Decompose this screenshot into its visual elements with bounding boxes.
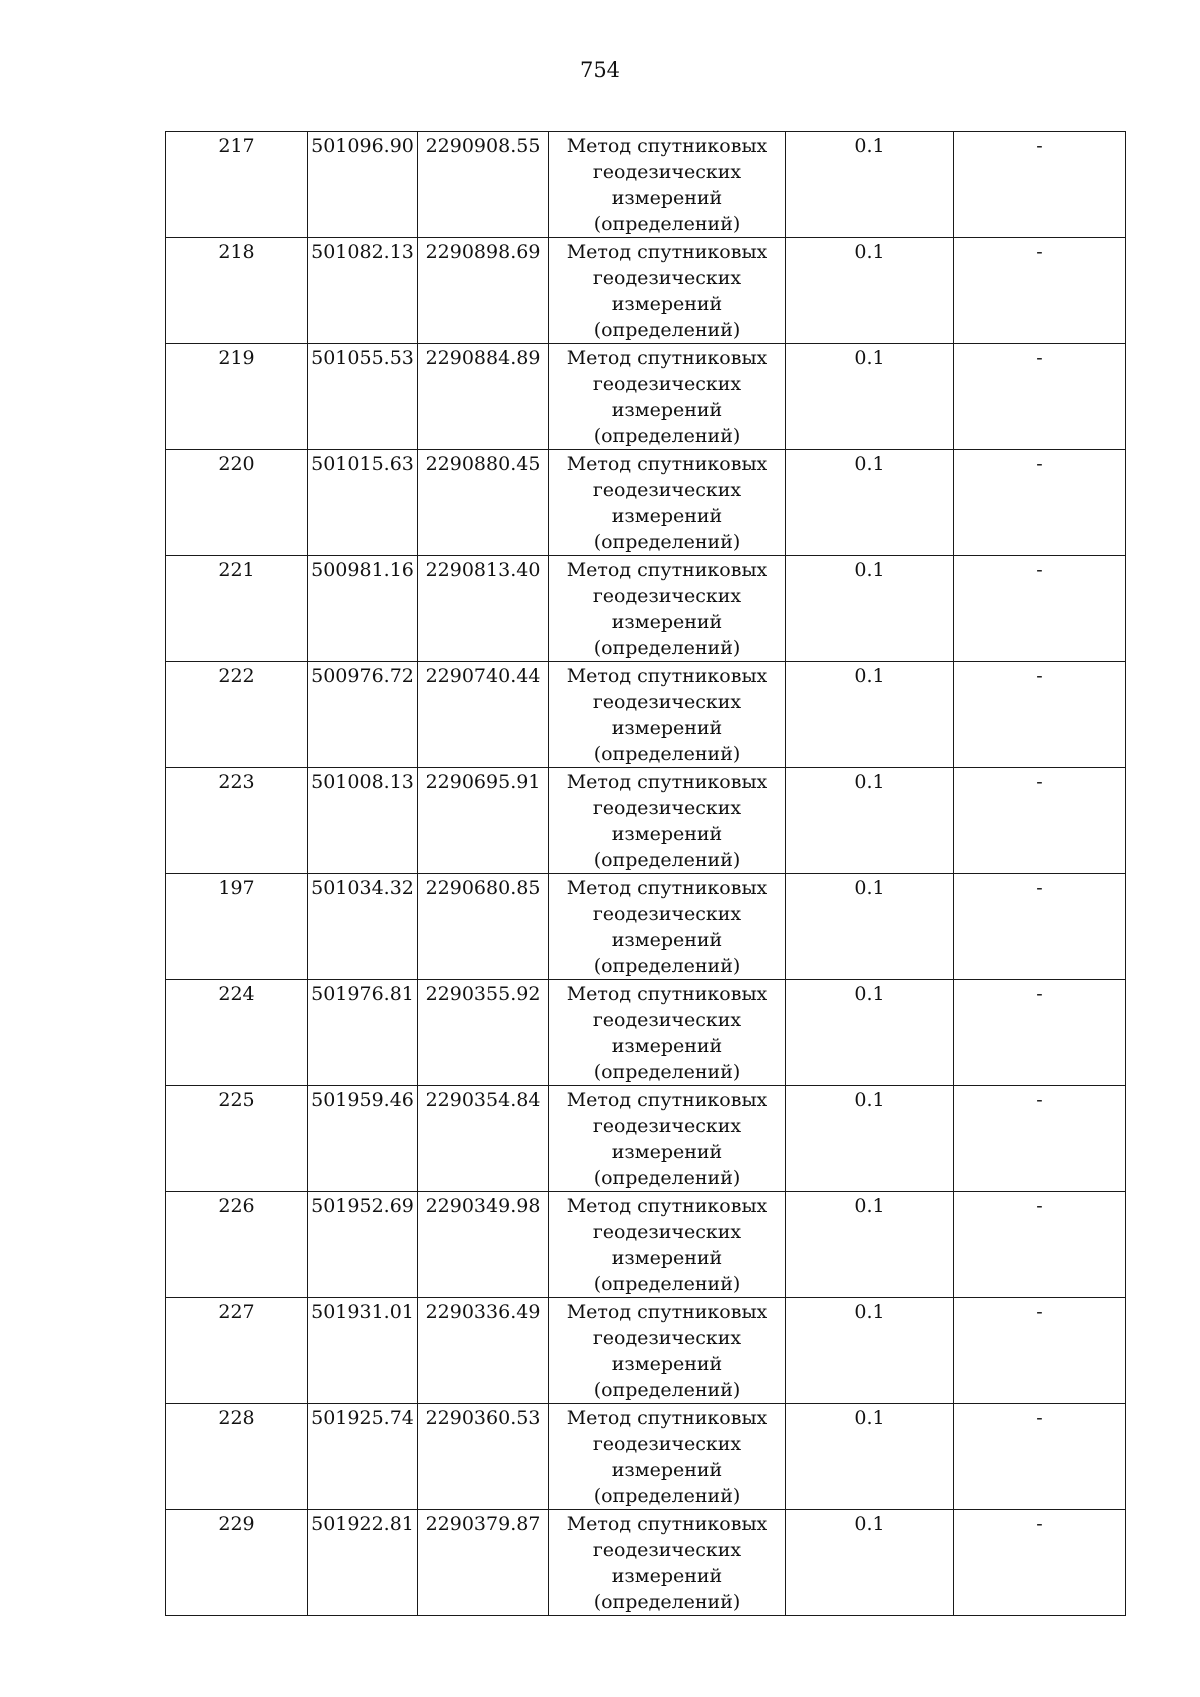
cell-x-coordinate: 501096.90 xyxy=(308,132,418,238)
cell-point-number: 229 xyxy=(166,1510,308,1616)
cell-note: - xyxy=(954,1192,1126,1298)
cell-method: Метод спутниковых геодезических измерений (определений) xyxy=(549,1404,786,1510)
table-row xyxy=(166,980,1126,1086)
coordinates-table xyxy=(165,131,1126,1616)
cell-note: - xyxy=(954,768,1126,874)
cell-point-number: 223 xyxy=(166,768,308,874)
cell-x-coordinate: 501959.46 xyxy=(308,1086,418,1192)
cell-accuracy: 0.1 xyxy=(786,768,954,874)
cell-y-coordinate: 2290884.89 xyxy=(418,344,549,450)
cell-x-coordinate: 501055.53 xyxy=(308,344,418,450)
cell-y-coordinate: 2290695.91 xyxy=(418,768,549,874)
cell-accuracy: 0.1 xyxy=(786,1510,954,1616)
cell-accuracy: 0.1 xyxy=(786,132,954,238)
cell-x-coordinate: 501015.63 xyxy=(308,450,418,556)
cell-method: Метод спутниковых геодезических измерений (определений) xyxy=(549,344,786,450)
cell-accuracy: 0.1 xyxy=(786,1298,954,1404)
cell-point-number: 218 xyxy=(166,238,308,344)
cell-note: - xyxy=(954,132,1126,238)
cell-note: - xyxy=(954,1404,1126,1510)
cell-x-coordinate: 501082.13 xyxy=(308,238,418,344)
cell-method: Метод спутниковых геодезических измерений (определений) xyxy=(549,556,786,662)
cell-note: - xyxy=(954,450,1126,556)
cell-accuracy: 0.1 xyxy=(786,1404,954,1510)
table-row xyxy=(166,1086,1126,1192)
cell-note: - xyxy=(954,1086,1126,1192)
cell-point-number: 222 xyxy=(166,662,308,768)
page-number: 754 xyxy=(579,58,621,82)
cell-point-number: 220 xyxy=(166,450,308,556)
cell-method: Метод спутниковых геодезических измерений (определений) xyxy=(549,1298,786,1404)
cell-point-number: 226 xyxy=(166,1192,308,1298)
cell-x-coordinate: 501952.69 xyxy=(308,1192,418,1298)
cell-note: - xyxy=(954,1298,1126,1404)
cell-y-coordinate: 2290813.40 xyxy=(418,556,549,662)
cell-y-coordinate: 2290880.45 xyxy=(418,450,549,556)
cell-note: - xyxy=(954,556,1126,662)
cell-accuracy: 0.1 xyxy=(786,874,954,980)
cell-method: Метод спутниковых геодезических измерений (определений) xyxy=(549,662,786,768)
cell-x-coordinate: 501976.81 xyxy=(308,980,418,1086)
cell-y-coordinate: 2290360.53 xyxy=(418,1404,549,1510)
cell-method: Метод спутниковых геодезических измерений (определений) xyxy=(549,1510,786,1616)
table-row xyxy=(166,1404,1126,1510)
cell-y-coordinate: 2290898.69 xyxy=(418,238,549,344)
table-row xyxy=(166,238,1126,344)
table-row xyxy=(166,450,1126,556)
cell-y-coordinate: 2290680.85 xyxy=(418,874,549,980)
cell-x-coordinate: 500976.72 xyxy=(308,662,418,768)
cell-y-coordinate: 2290379.87 xyxy=(418,1510,549,1616)
table-row xyxy=(166,662,1126,768)
cell-y-coordinate: 2290354.84 xyxy=(418,1086,549,1192)
cell-x-coordinate: 501931.01 xyxy=(308,1298,418,1404)
cell-point-number: 221 xyxy=(166,556,308,662)
cell-note: - xyxy=(954,1510,1126,1616)
table-row xyxy=(166,1298,1126,1404)
cell-method: Метод спутниковых геодезических измерений (определений) xyxy=(549,980,786,1086)
cell-note: - xyxy=(954,344,1126,450)
cell-accuracy: 0.1 xyxy=(786,238,954,344)
cell-x-coordinate: 501925.74 xyxy=(308,1404,418,1510)
cell-note: - xyxy=(954,874,1126,980)
coordinates-table-body xyxy=(166,132,1126,1616)
table-row xyxy=(166,556,1126,662)
cell-x-coordinate: 501008.13 xyxy=(308,768,418,874)
cell-y-coordinate: 2290355.92 xyxy=(418,980,549,1086)
cell-y-coordinate: 2290349.98 xyxy=(418,1192,549,1298)
cell-x-coordinate: 501922.81 xyxy=(308,1510,418,1616)
cell-method: Метод спутниковых геодезических измерений (определений) xyxy=(549,1086,786,1192)
table-row xyxy=(166,874,1126,980)
cell-x-coordinate: 501034.32 xyxy=(308,874,418,980)
cell-point-number: 227 xyxy=(166,1298,308,1404)
cell-y-coordinate: 2290908.55 xyxy=(418,132,549,238)
cell-method: Метод спутниковых геодезических измерений (определений) xyxy=(549,238,786,344)
cell-note: - xyxy=(954,980,1126,1086)
cell-accuracy: 0.1 xyxy=(786,556,954,662)
cell-point-number: 225 xyxy=(166,1086,308,1192)
cell-method: Метод спутниковых геодезических измерений (определений) xyxy=(549,874,786,980)
cell-method: Метод спутниковых геодезических измерений (определений) xyxy=(549,450,786,556)
cell-point-number: 219 xyxy=(166,344,308,450)
cell-x-coordinate: 500981.16 xyxy=(308,556,418,662)
cell-point-number: 217 xyxy=(166,132,308,238)
cell-note: - xyxy=(954,662,1126,768)
cell-y-coordinate: 2290740.44 xyxy=(418,662,549,768)
cell-note: - xyxy=(954,238,1126,344)
table-row xyxy=(166,768,1126,874)
cell-method: Метод спутниковых геодезических измерений (определений) xyxy=(549,132,786,238)
cell-accuracy: 0.1 xyxy=(786,1086,954,1192)
table-row xyxy=(166,1192,1126,1298)
cell-accuracy: 0.1 xyxy=(786,344,954,450)
cell-method: Метод спутниковых геодезических измерений (определений) xyxy=(549,1192,786,1298)
cell-accuracy: 0.1 xyxy=(786,980,954,1086)
cell-point-number: 197 xyxy=(166,874,308,980)
cell-point-number: 224 xyxy=(166,980,308,1086)
table-row xyxy=(166,344,1126,450)
cell-y-coordinate: 2290336.49 xyxy=(418,1298,549,1404)
cell-point-number: 228 xyxy=(166,1404,308,1510)
cell-method: Метод спутниковых геодезических измерений (определений) xyxy=(549,768,786,874)
table-row xyxy=(166,1510,1126,1616)
cell-accuracy: 0.1 xyxy=(786,662,954,768)
cell-accuracy: 0.1 xyxy=(786,1192,954,1298)
table-row xyxy=(166,132,1126,238)
cell-accuracy: 0.1 xyxy=(786,450,954,556)
